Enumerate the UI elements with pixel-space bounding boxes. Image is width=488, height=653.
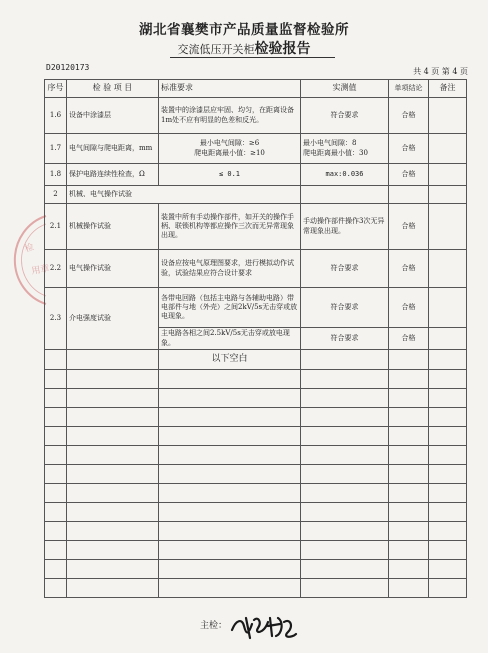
blank-cell: [301, 503, 389, 522]
signer-label: 主检：: [200, 621, 228, 631]
blank-cell: [389, 541, 429, 560]
blank-cell: [301, 484, 389, 503]
blank-cell: [429, 350, 467, 370]
blank-row: [45, 408, 467, 427]
row-standard: 各带电回路（包括主电路与各辅助电路）带电部件与地（外壳）之间2kV/5s无击穿或放电现象。: [159, 288, 301, 328]
row-conclusion: 合格: [389, 164, 429, 186]
blank-cell: [159, 522, 301, 541]
row-seq: 1.7: [45, 134, 67, 164]
table-row: [45, 186, 467, 204]
row-conclusion: [389, 186, 429, 204]
blank-cell: [67, 465, 159, 484]
row-remark: [429, 134, 467, 164]
row-conclusion: 合格: [389, 288, 429, 328]
blank-cell: [45, 389, 67, 408]
blank-cell: [389, 427, 429, 446]
header-standard: 标准要求: [159, 80, 301, 98]
blank-cell: [45, 465, 67, 484]
blank-cell: [159, 541, 301, 560]
blank-cell: [45, 427, 67, 446]
row-remark: [429, 328, 467, 350]
blank-cell: [429, 446, 467, 465]
blank-cell: [45, 579, 67, 598]
blank-cell: [389, 579, 429, 598]
table-row: [45, 98, 467, 134]
blank-note: 以下空白: [159, 350, 301, 370]
blank-cell: [429, 465, 467, 484]
blank-cell: [67, 579, 159, 598]
blank-cell: [389, 484, 429, 503]
blank-cell: [159, 579, 301, 598]
blank-cell: [159, 427, 301, 446]
table-row: [45, 288, 467, 328]
blank-cell: [301, 522, 389, 541]
row-remark: [429, 98, 467, 134]
blank-cell: [67, 446, 159, 465]
product-name: 交流低压开关柜: [177, 43, 255, 56]
table-row: [45, 204, 467, 250]
blank-row: [45, 522, 467, 541]
blank-cell: [159, 503, 301, 522]
row-seq: 2.3: [45, 288, 67, 350]
row-seq: 1.6: [45, 98, 67, 134]
blank-cell: [45, 503, 67, 522]
blank-cell: [159, 370, 301, 389]
blank-cell: [389, 522, 429, 541]
blank-cell: [45, 408, 67, 427]
row-seq: 1.8: [45, 164, 67, 186]
blank-cell: [389, 350, 429, 370]
blank-cell: [45, 370, 67, 389]
blank-cell: [67, 560, 159, 579]
blank-cell: [429, 484, 467, 503]
blank-cell: [389, 560, 429, 579]
row-measured: 符合要求: [301, 328, 389, 350]
row-remark: [429, 250, 467, 288]
blank-cell: [429, 427, 467, 446]
blank-cell: [67, 427, 159, 446]
blank-cell: [389, 503, 429, 522]
blank-cell: [67, 541, 159, 560]
blank-cell: [301, 465, 389, 484]
blank-cell: [45, 350, 67, 370]
red-stamp-seal: [2, 212, 51, 308]
row-conclusion: 合格: [389, 328, 429, 350]
blank-row: [45, 446, 467, 465]
blank-cell: [429, 579, 467, 598]
blank-cell: [45, 484, 67, 503]
blank-cell: [45, 446, 67, 465]
blank-cell: [301, 350, 389, 370]
blank-cell: [67, 350, 159, 370]
row-conclusion: 合格: [389, 134, 429, 164]
row-seq: 2: [45, 186, 67, 204]
blank-cell: [67, 503, 159, 522]
blank-cell: [67, 484, 159, 503]
blank-row: [45, 579, 467, 598]
standard-line: 爬电距离最小值：≥10: [194, 148, 265, 157]
inspection-table: [44, 79, 467, 598]
svg-text:检: 检: [23, 242, 36, 255]
row-measured: max:0.036: [301, 164, 389, 186]
handwritten-signature: [228, 612, 298, 642]
row-remark: [429, 204, 467, 250]
row-remark: [429, 186, 467, 204]
blank-cell: [159, 389, 301, 408]
report-title: [0, 38, 488, 58]
row-conclusion: 合格: [389, 250, 429, 288]
blank-cell: [159, 408, 301, 427]
measured-line: 爬电距离最小值：30: [303, 148, 368, 157]
blank-cell: [429, 389, 467, 408]
row-standard: 装置中的涂漆层应牢固、均匀，在距离设备1m处不应有明显的色差和反光。: [159, 98, 301, 134]
row-remark: [429, 288, 467, 328]
blank-row: [45, 541, 467, 560]
blank-cell: [301, 541, 389, 560]
row-standard: [159, 134, 301, 164]
row-standard: 设备应按电气原理图要求，进行模拟动作试验，试验结果应符合设计要求: [159, 250, 301, 288]
blank-cell: [301, 389, 389, 408]
table-row: [45, 164, 467, 186]
blank-row: [45, 389, 467, 408]
blank-cell: [389, 389, 429, 408]
row-measured: 符合要求: [301, 250, 389, 288]
blank-cell: [429, 503, 467, 522]
blank-row: [45, 370, 467, 389]
row-seq: 2.1: [45, 204, 67, 250]
blank-cell: [389, 465, 429, 484]
blank-cell: [301, 579, 389, 598]
table-row: [45, 350, 467, 370]
blank-row: [45, 503, 467, 522]
blank-cell: [45, 541, 67, 560]
row-measured: [301, 186, 389, 204]
row-measured: 手动操作部件操作3次无异常现象出现。: [301, 204, 389, 250]
row-item: 介电强度试验: [67, 288, 159, 350]
blank-cell: [45, 560, 67, 579]
blank-cell: [389, 446, 429, 465]
report-title-text: 检验报告: [254, 41, 311, 57]
blank-cell: [429, 522, 467, 541]
row-standard: 装置中所有手动操作部件，如开关的操作手柄、联锁机构等都应操作三次而无异常现象出现。: [159, 204, 301, 250]
blank-cell: [301, 370, 389, 389]
institute-name: 湖北省襄樊市产品质量监督检验所: [139, 22, 349, 38]
blank-cell: [301, 427, 389, 446]
table-row: [45, 134, 467, 164]
blank-cell: [429, 408, 467, 427]
header-item: 检 验 项 目: [67, 80, 159, 98]
blank-cell: [159, 560, 301, 579]
row-item: 保护电路连续性检查，Ω: [67, 164, 159, 186]
svg-text:用章: 用章: [30, 263, 51, 277]
header-remark: 备注: [429, 80, 467, 98]
row-remark: [429, 164, 467, 186]
blank-cell: [67, 370, 159, 389]
blank-cell: [301, 408, 389, 427]
row-item: 机械、电气操作试验: [67, 186, 301, 204]
blank-cell: [67, 408, 159, 427]
blank-cell: [159, 484, 301, 503]
blank-row: [45, 465, 467, 484]
title-underline: [170, 57, 335, 58]
blank-cell: [389, 408, 429, 427]
blank-cell: [301, 446, 389, 465]
table-header-row: [45, 80, 467, 98]
row-measured: 符合要求: [301, 288, 389, 328]
blank-cell: [389, 370, 429, 389]
header-measured: 实测值: [301, 80, 389, 98]
blank-cell: [67, 389, 159, 408]
row-conclusion: 合格: [389, 204, 429, 250]
blank-cell: [429, 541, 467, 560]
row-standard: 主电路各相之间2.5kV/5s无击穿或放电现象。: [159, 328, 301, 350]
blank-cell: [429, 560, 467, 579]
blank-row: [45, 427, 467, 446]
row-measured: [301, 134, 389, 164]
measured-line: 最小电气间隙：8: [303, 139, 357, 148]
row-measured: 符合要求: [301, 98, 389, 134]
blank-cell: [159, 446, 301, 465]
header-seq: 序号: [45, 80, 67, 98]
standard-line: 最小电气间隙：≥6: [199, 139, 260, 148]
document-number: D20120173: [46, 63, 90, 72]
row-standard: ≤ 0.1: [159, 164, 301, 186]
blank-cell: [67, 522, 159, 541]
row-item: 设备中涂漆层: [67, 98, 159, 134]
header-conclusion: 单项结论: [389, 80, 429, 98]
blank-cell: [45, 522, 67, 541]
page-info: 共 4 页 第 4 页: [413, 67, 468, 76]
blank-row: [45, 484, 467, 503]
blank-cell: [429, 370, 467, 389]
row-item: 电气间隙与爬电距离，mm: [67, 134, 159, 164]
row-seq: 2.2: [45, 250, 67, 288]
table-row: [45, 250, 467, 288]
blank-cell: [301, 560, 389, 579]
row-item: 电气操作试验: [67, 250, 159, 288]
blank-row: [45, 560, 467, 579]
row-conclusion: 合格: [389, 98, 429, 134]
row-item: 机械操作试验: [67, 204, 159, 250]
blank-cell: [159, 465, 301, 484]
